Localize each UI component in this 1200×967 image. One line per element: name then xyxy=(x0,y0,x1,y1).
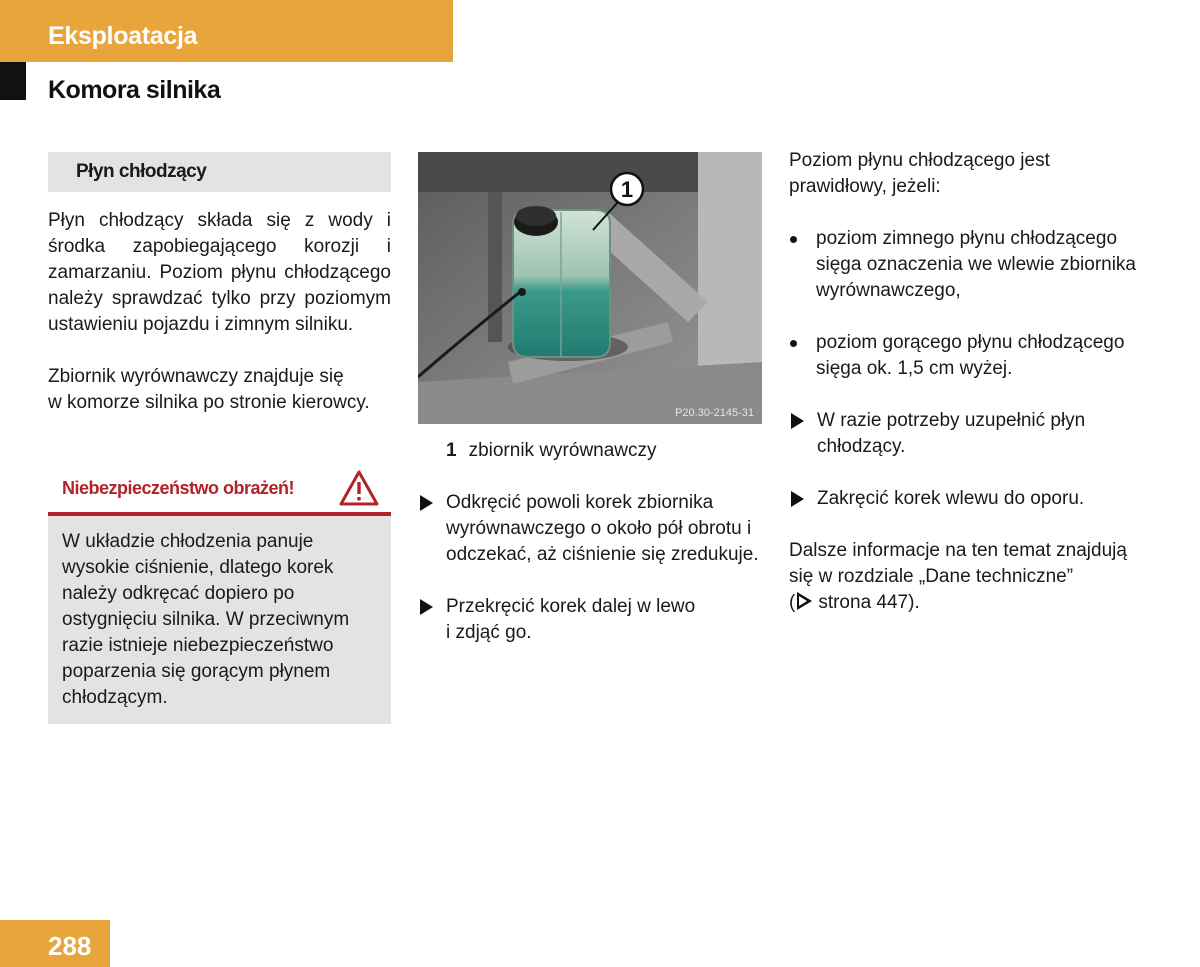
photo-code: P20.30-2145-31 xyxy=(675,407,754,419)
warning-text: W układzie chłodzenia panuje wysokie ciśnienie, dlatego korek należy odkręcać dopiero po ostygnięciu silnika. W przeciwnym razie istnieje niebezpieczeństwo poparzenia się gorącym płynem chłodzącym. xyxy=(62,531,350,708)
left-column xyxy=(48,152,391,724)
more-info xyxy=(789,538,1139,616)
step-arrow-icon xyxy=(791,413,804,429)
bullet-1-text: poziom zimnego płynu chłodzącego sięga oznaczenia we wlewie zbiornika wyrównawczego, xyxy=(816,228,1137,301)
page-number: 288 xyxy=(48,931,92,961)
photo-caption xyxy=(418,438,762,464)
page-reference-link[interactable]: strona 447). xyxy=(818,592,920,613)
coolant-paragraph: Płyn chłodzący składa się z wody i środka zapobiegającego korozji i zamarzaniu. Poziom płynu chłodzącego należy sprawdzać tylko przy poziomym ustawieniu pojazdu i zimnym silniku. xyxy=(48,210,391,335)
step-4 xyxy=(789,486,1139,512)
subheading: Płyn chłodzący xyxy=(48,152,391,192)
more-info-text: Dalsze informacje na ten temat znajdują się w rozdziale „Dane techniczne” xyxy=(789,540,1127,587)
section-title: Eksploatacja xyxy=(48,22,198,50)
reservoir-line-2: w komorze silnika po stronie kierowcy. xyxy=(48,392,370,413)
side-marker xyxy=(0,62,26,100)
caption-text: zbiornik wyrównawczy xyxy=(468,440,657,461)
step-1 xyxy=(418,490,762,568)
bullet-2 xyxy=(789,330,1139,382)
step-2-text xyxy=(446,594,762,646)
reservoir-paragraph xyxy=(48,364,391,416)
warning-header xyxy=(48,464,391,516)
step-2-line-1: Przekręcić korek dalej w lewo xyxy=(446,596,696,617)
bullet-dot-icon xyxy=(790,340,797,347)
page-reference-arrow-icon xyxy=(797,592,812,610)
caption-number: 1 xyxy=(446,440,457,461)
ref-open: ( xyxy=(789,592,796,613)
step-2-line-2: i zdjąć go. xyxy=(446,622,532,643)
bullet-1 xyxy=(789,226,1139,304)
bullet-2-text: poziom gorącego płynu chłodzącego sięga ok. 1,5 cm wyżej. xyxy=(816,332,1125,379)
step-2 xyxy=(418,594,762,646)
photo-callout: 1 xyxy=(620,177,634,202)
section-tab xyxy=(0,0,453,62)
engine-bay-photo xyxy=(418,152,762,424)
coolant-reservoir-illustration xyxy=(418,152,762,424)
bullet-dot-icon xyxy=(790,236,797,243)
warning-box xyxy=(48,464,391,724)
warning-title: Niebezpieczeństwo obrażeń! xyxy=(62,478,295,498)
right-column xyxy=(789,148,1139,616)
step-3 xyxy=(789,408,1139,460)
step-1-text: Odkręcić powoli korek zbiornika wyrównawczego o około pół obrotu i odczekać, aż ciśnienie się zredukuje. xyxy=(446,492,759,565)
step-4-text: Zakręcić korek wlewu do oporu. xyxy=(817,488,1085,509)
step-arrow-icon xyxy=(420,495,433,511)
step-arrow-icon xyxy=(420,599,433,615)
step-3-text: W razie potrzeby uzupełnić płyn chłodzący. xyxy=(817,410,1086,457)
step-arrow-icon xyxy=(791,491,804,507)
middle-column xyxy=(418,152,762,646)
level-intro: Poziom płynu chłodzącego jest prawidłowy, jeżeli: xyxy=(789,150,1050,197)
warning-triangle-icon xyxy=(339,470,379,506)
reservoir-line-1: Zbiornik wyrównawczy znajduje się xyxy=(48,366,344,387)
page-title: Komora silnika xyxy=(48,76,221,104)
